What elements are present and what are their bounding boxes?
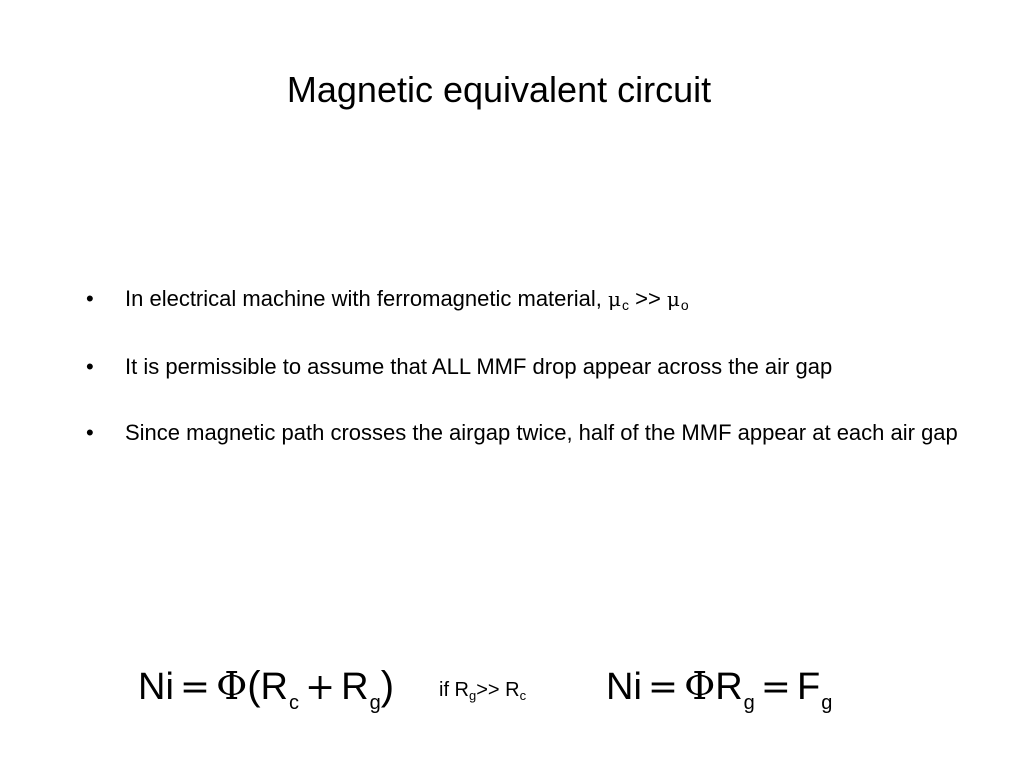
- bullet-item: [86, 352, 966, 382]
- slide-title: Magnetic equivalent circuit: [286, 69, 712, 110]
- subscript: c: [621, 297, 629, 313]
- bullet-text: In electrical machine with ferromagnetic material,: [125, 286, 608, 311]
- flux-symbol: Φ: [684, 664, 716, 708]
- equation-full: [138, 656, 394, 723]
- subscript: c: [289, 692, 299, 714]
- equals-sign: =: [179, 667, 211, 708]
- bullet-marker: •: [86, 354, 94, 379]
- bullet-list: [86, 284, 966, 448]
- equals-sign: =: [647, 667, 679, 708]
- reluctance-symbol: R: [260, 666, 288, 708]
- bullet-marker: •: [86, 286, 94, 311]
- condition-text: [439, 676, 526, 706]
- subscript: c: [519, 688, 527, 703]
- bullet-text: Since magnetic path crosses the airgap twice, half of the MMF appear at each air gap: [125, 420, 958, 445]
- flux-symbol: Φ: [216, 664, 248, 708]
- condition-mid: >> R: [476, 679, 520, 701]
- equals-sign: =: [760, 667, 791, 708]
- bullet-item: [86, 284, 966, 316]
- subscript: g: [743, 692, 755, 714]
- eq-lhs: Ni: [138, 666, 174, 708]
- subscript: g: [369, 692, 381, 714]
- subscript: g: [469, 688, 477, 703]
- plus-sign: +: [305, 667, 336, 708]
- relation-symbol: >>: [635, 286, 661, 311]
- open-paren: (: [247, 664, 261, 708]
- mmf-symbol: F: [796, 666, 821, 708]
- reluctance-symbol: R: [715, 666, 743, 708]
- bullet-item: [86, 418, 966, 448]
- mu-symbol: μ: [666, 287, 680, 311]
- mu-symbol: μ: [607, 287, 621, 311]
- reluctance-symbol: R: [341, 666, 369, 708]
- subscript: g: [821, 692, 833, 714]
- close-paren: ): [380, 664, 395, 708]
- condition-prefix: if R: [439, 679, 469, 701]
- eq-lhs: Ni: [606, 666, 642, 708]
- bullet-marker: •: [86, 420, 94, 445]
- equation-simplified: [606, 656, 832, 723]
- formula-row: [0, 656, 1024, 726]
- bullet-text: It is permissible to assume that ALL MMF drop appear across the air gap: [125, 354, 833, 379]
- subscript: o: [680, 297, 689, 313]
